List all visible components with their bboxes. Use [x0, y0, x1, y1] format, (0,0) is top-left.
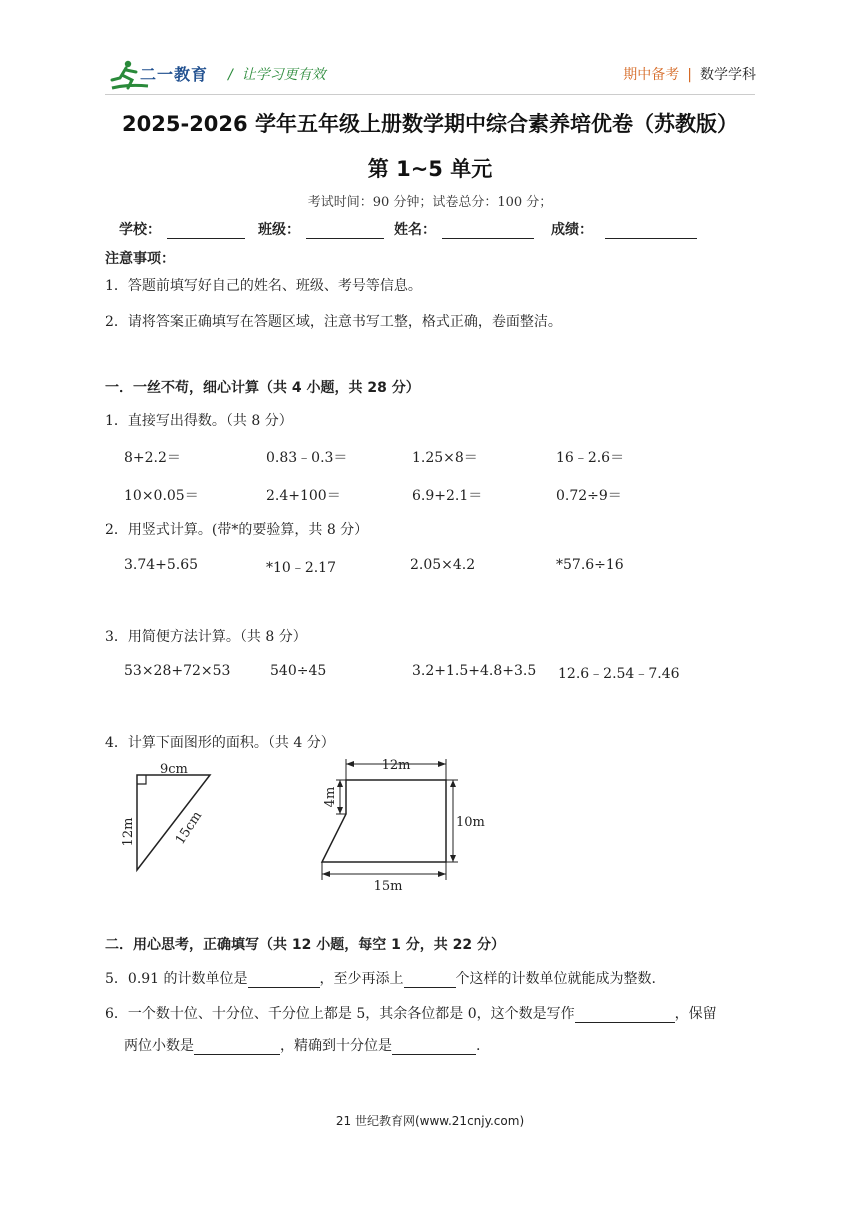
q6-line1: [105, 1003, 717, 1023]
q6-text-c: 两位小数是: [124, 1038, 194, 1054]
q3-item: 3.2+1.5+4.8+3.5: [412, 663, 537, 679]
tag-exam: 期中备考: [623, 67, 680, 83]
triangle-left-label: 12m: [121, 817, 136, 847]
q2-item: 3.74+5.65: [124, 557, 199, 573]
q6-blank-3[interactable]: [392, 1040, 476, 1055]
slogan: / 让学习更有效: [228, 67, 326, 83]
q2-item: *10﹣2.17: [266, 560, 336, 576]
header-divider: [105, 94, 755, 95]
trap-right-label: 10m: [456, 815, 485, 830]
q1-item: 8+2.2＝: [124, 450, 181, 466]
q6-text-e: .: [476, 1038, 481, 1054]
q5: [105, 968, 656, 988]
q4-title: 4．计算下面图形的面积。（共 4 分）: [105, 735, 335, 751]
school-blank[interactable]: [167, 224, 245, 239]
q5-text-c: 个这样的计数单位就能成为整数.: [455, 971, 656, 987]
footer: 21 世纪教育网(www.21cnjy.com): [335, 1114, 525, 1128]
school-label: 学校：: [119, 222, 161, 238]
q3-item: 53×28+72×53: [124, 663, 231, 679]
name-label: 姓名：: [394, 222, 436, 238]
section2-heading: 二．用心思考，正确填写（共 12 小题，每空 1 分，共 22 分）: [105, 937, 505, 953]
tag-subject: 数学学科: [700, 67, 756, 83]
section1-heading: 一．一丝不苟，细心计算（共 4 小题，共 28 分）: [105, 380, 420, 396]
q2-title: 2．用竖式计算。(带*的要验算，共 8 分）: [105, 522, 369, 538]
triangle-figure: [112, 760, 222, 878]
name-blank[interactable]: [442, 224, 534, 239]
q1-item: 1.25×8＝: [412, 450, 478, 466]
q6-text-a: 6．一个数十位、十分位、千分位上都是 5，其余各位都是 0，这个数是写作: [105, 1006, 575, 1022]
class-label: 班级：: [258, 222, 300, 238]
q1-item: 10×0.05＝: [124, 488, 199, 504]
trap-top-label: 12m: [381, 758, 411, 773]
q6-blank-1[interactable]: [575, 1008, 675, 1023]
name-field: [394, 219, 534, 239]
score-blank[interactable]: [605, 224, 697, 239]
trap-left-label: 4m: [323, 786, 338, 808]
q3-item: 12.6﹣2.54﹣7.46: [558, 666, 680, 682]
q1-item: 16﹣2.6＝: [556, 450, 625, 466]
q5-text-b: ，至少再添上: [319, 971, 404, 987]
q6-text-b: ，保留: [674, 1006, 717, 1022]
score-label: 成绩：: [551, 222, 593, 238]
q1-item: 6.9+2.1＝: [412, 488, 483, 504]
q5-blank-1[interactable]: [248, 973, 320, 988]
q1-item: 0.72÷9＝: [556, 488, 622, 504]
trapezoid-figure: [310, 754, 500, 894]
class-field: [258, 219, 384, 239]
q1-title: 1．直接写出得数。（共 8 分）: [105, 413, 293, 429]
q5-blank-2[interactable]: [404, 973, 456, 988]
page-title: 2025-2026 学年五年级上册数学期中综合素养培优卷（苏教版）: [122, 112, 738, 136]
triangle-top-label: 9cm: [160, 762, 188, 777]
q1-item: 2.4+100＝: [266, 488, 341, 504]
triangle-hyp-label: 15cm: [172, 808, 206, 848]
q3-item: 540÷45: [270, 663, 327, 679]
exam-info: 考试时间：90 分钟；试卷总分：100 分；: [307, 195, 553, 210]
page-subtitle: 第 1~5 单元: [367, 157, 493, 181]
header-tags: [623, 64, 756, 84]
score-field: [551, 219, 697, 239]
note-item-1: 1．答题前填写好自己的姓名、班级、考号等信息。: [105, 278, 422, 294]
q6-blank-2[interactable]: [194, 1040, 280, 1055]
q2-item: *57.6÷16: [556, 557, 624, 573]
logo-text: 二一教育: [140, 65, 209, 84]
q6-text-d: ，精确到十分位是: [280, 1038, 392, 1054]
notes-heading: 注意事项：: [105, 251, 175, 267]
class-blank[interactable]: [306, 224, 384, 239]
school-field: [119, 219, 245, 239]
q6-line2: [124, 1035, 480, 1055]
q3-title: 3．用简便方法计算。（共 8 分）: [105, 629, 307, 645]
note-item-2: 2．请将答案正确填写在答题区域，注意书写工整，格式正确，卷面整洁。: [105, 314, 562, 330]
q5-text-a: 5．0.91 的计数单位是: [105, 971, 248, 987]
tag-separator: |: [687, 67, 692, 83]
q1-item: 0.83﹣0.3＝: [266, 450, 348, 466]
q2-item: 2.05×4.2: [410, 557, 476, 573]
trap-bottom-label: 15m: [373, 879, 403, 894]
